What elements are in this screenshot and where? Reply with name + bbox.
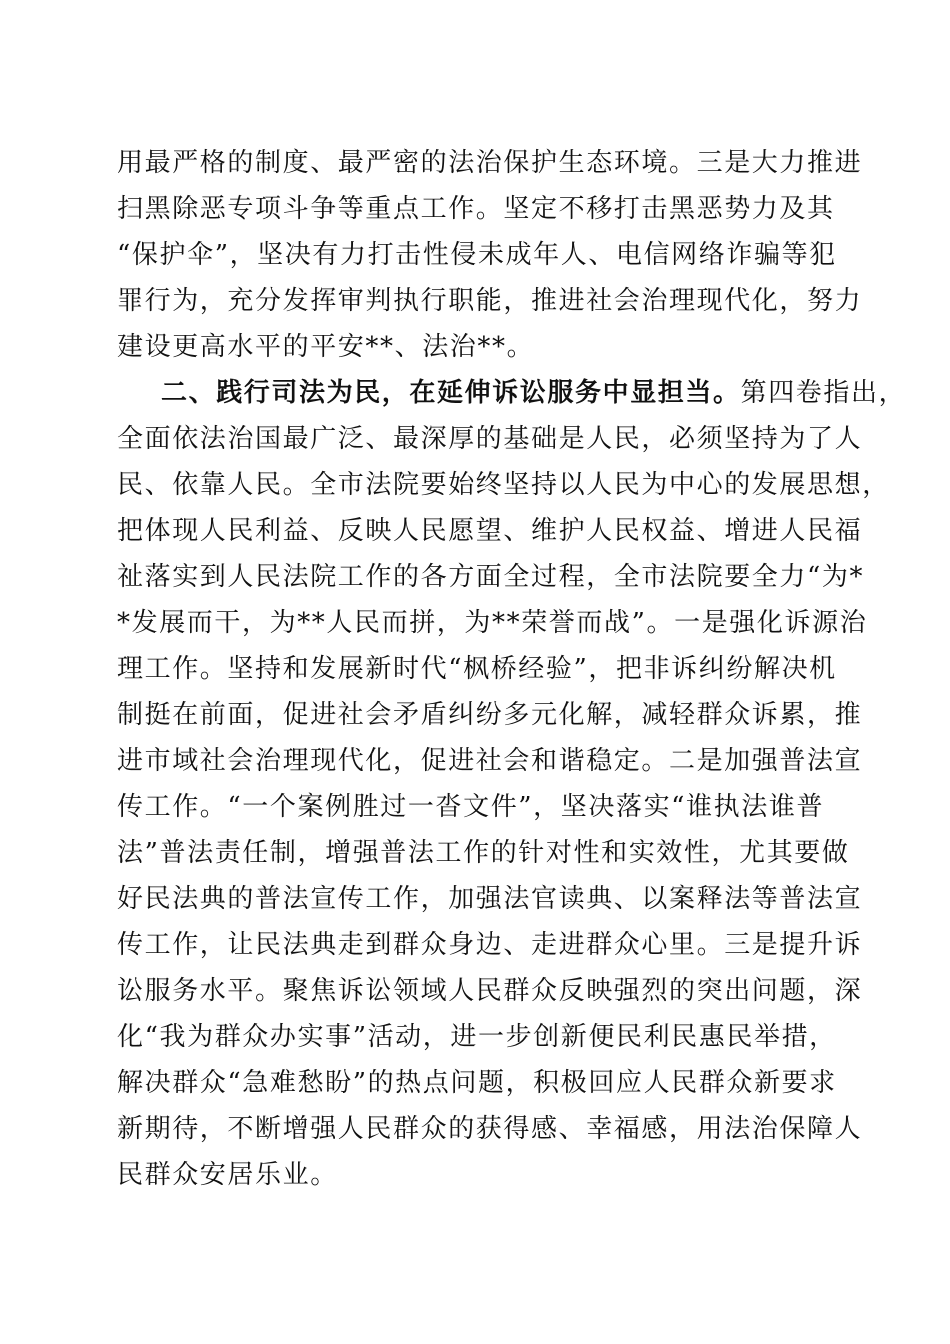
paragraph-2-first-line <box>117 370 907 416</box>
paragraph-2-line: 新期待，不断增强人民群众的获得感、幸福感，用法治保障人 <box>117 1114 863 1144</box>
body-text <box>117 140 907 1198</box>
paragraph-2-line: 传工作。“一个案例胜过一沓文件”，坚决落实“谁执法谁普 <box>117 792 825 822</box>
paragraph-1-line: 用最严格的制度、最严密的法治保护生态环境。三是大力推进 <box>117 148 863 178</box>
paragraph-1 <box>117 140 863 370</box>
paragraph-2-line: 制挺在前面，促进社会矛盾纠纷多元化解，减轻群众诉累，推 <box>117 700 863 730</box>
paragraph-2-line: 全面依法治国最广泛、最深厚的基础是人民，必须坚持为了人 <box>117 424 863 454</box>
paragraph-2-line: 祉落实到人民法院工作的各方面全过程，全市法院要全力“为* <box>117 562 865 592</box>
paragraph-1-line: 扫黑除恶专项斗争等重点工作。坚定不移打击黑恶势力及其 <box>117 194 835 224</box>
paragraph-2-line: 理工作。坚持和发展新时代“枫桥经验”，把非诉纠纷解决机 <box>117 654 837 684</box>
paragraph-1-line: 罪行为，充分发挥审判执行职能，推进社会治理现代化，努力 <box>117 286 863 316</box>
paragraph-2-line: 进市域社会治理现代化，促进社会和谐稳定。二是加强普法宣 <box>117 746 863 776</box>
section-heading: 二、践行司法为民，在延伸诉讼服务中显担当。 <box>161 378 741 408</box>
paragraph-2-line: 民群众安居乐业。 <box>117 1160 338 1190</box>
paragraph-2-line: 把体现人民利益、反映人民愿望、维护人民权益、增进人民福 <box>117 516 863 546</box>
paragraph-2-line: 讼服务水平。聚焦诉讼领域人民群众反映强烈的突出问题，深 <box>117 976 863 1006</box>
paragraph-2 <box>117 370 907 1198</box>
paragraph-1-line: “保护伞”，坚决有力打击性侵未成年人、电信网络诈骗等犯 <box>117 240 837 270</box>
paragraph-2-line: 解决群众“急难愁盼”的热点问题，积极回应人民群众新要求 <box>117 1068 837 1098</box>
paragraph-2-line: 化“我为群众办实事”活动，进一步创新便民利民惠民举措， <box>117 1022 837 1052</box>
paragraph-2-line: 传工作，让民法典走到群众身边、走进群众心里。三是提升诉 <box>117 930 863 960</box>
paragraph-2-line: *发展而干，为**人民而拼，为**荣誉而战”。一是强化诉源治 <box>117 608 868 638</box>
paragraph-2-line: 好民法典的普法宣传工作，加强法官读典、以案释法等普法宣 <box>117 884 863 914</box>
paragraph-2-line: 民、依靠人民。全市法院要始终坚持以人民为中心的发展思想， <box>117 470 890 500</box>
paragraph-2-line: 法”普法责任制，增强普法工作的针对性和实效性，尤其要做 <box>117 838 850 868</box>
paragraph-1-line: 建设更高水平的平安**、法治**。 <box>117 332 535 362</box>
paragraph-2-first-line-text: 第四卷指出， <box>740 378 907 408</box>
